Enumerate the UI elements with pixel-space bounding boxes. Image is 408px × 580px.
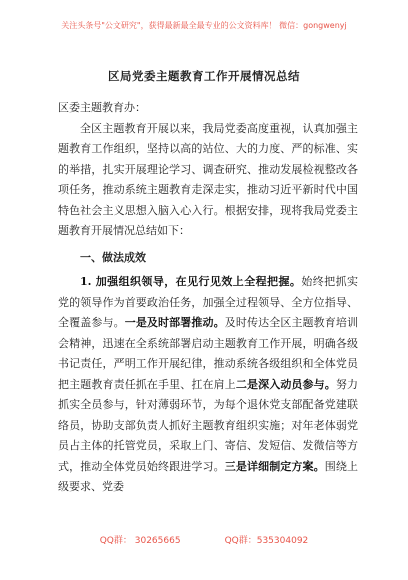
footer-qq-group-2: QQ群：535304092 (224, 536, 309, 546)
footer (0, 533, 408, 546)
item-paragraph (58, 272, 358, 498)
point-three-text: 围绕上级要求、党委 (58, 459, 359, 493)
item-lead: 1. 加强组织领导，在见行见效上全程把握。 (80, 275, 302, 288)
footer-qq-group-1: QQ群： 30265665 (99, 536, 181, 546)
header-banner: 关注头条号"公文研究"，获得最新最全最专业的公文资料库！ 微信：gongwenyj (61, 21, 347, 30)
point-three-title: 三是详细制定方案。 (224, 459, 325, 473)
point-two-title: 二是深入动员参与。 (235, 377, 336, 391)
salutation: 区委主题教育办： (58, 101, 146, 114)
point-one-title: 一是及时部署推动。 (124, 316, 225, 329)
item-text-1: 始终把抓实党的领导作为首要政治任务，加强全过程领导、全方位指导、全覆盖参与。 (58, 275, 359, 329)
point-two-text: 努力抓实全员参与，针对薄弱环节，为每个退休党支部配备党建联络员，协助支部负责人抓好主题教育组织实施；对年老体弱党员占主体的托管党员，采取上门、寄信、发短信、发微信等方式，推动全体党员始终跟进学习。 (58, 377, 359, 473)
document-title: 区局党委主题教育工作开展情况总结 (108, 69, 300, 83)
section-heading: 一、做法成效 (80, 250, 146, 264)
document-body (58, 98, 358, 498)
point-one-text: 及时传达全区主题教育培训会精神，迅速在全系统部署启动主题教育工作开展，明确各级书记责任，严明工作开展纪律，推动系统各级组织和全体党员把主题教育责任抓在手里、扛在肩上 (58, 316, 359, 391)
intro-paragraph: 全区主题教育开展以来，我局党委高度重视，认真加强主题教育工作组织，坚持以高的站位、大的力度、严的标准、实的举措，扎实开展理论学习、调查研究、推动发展检视整改各项任务，推动系统主题教育走深走实，推动习近平新时代中国特色社会主义思想入脑入心入行。根据安排，现将我局党委主题教育开展情况总结如下： (58, 121, 358, 237)
